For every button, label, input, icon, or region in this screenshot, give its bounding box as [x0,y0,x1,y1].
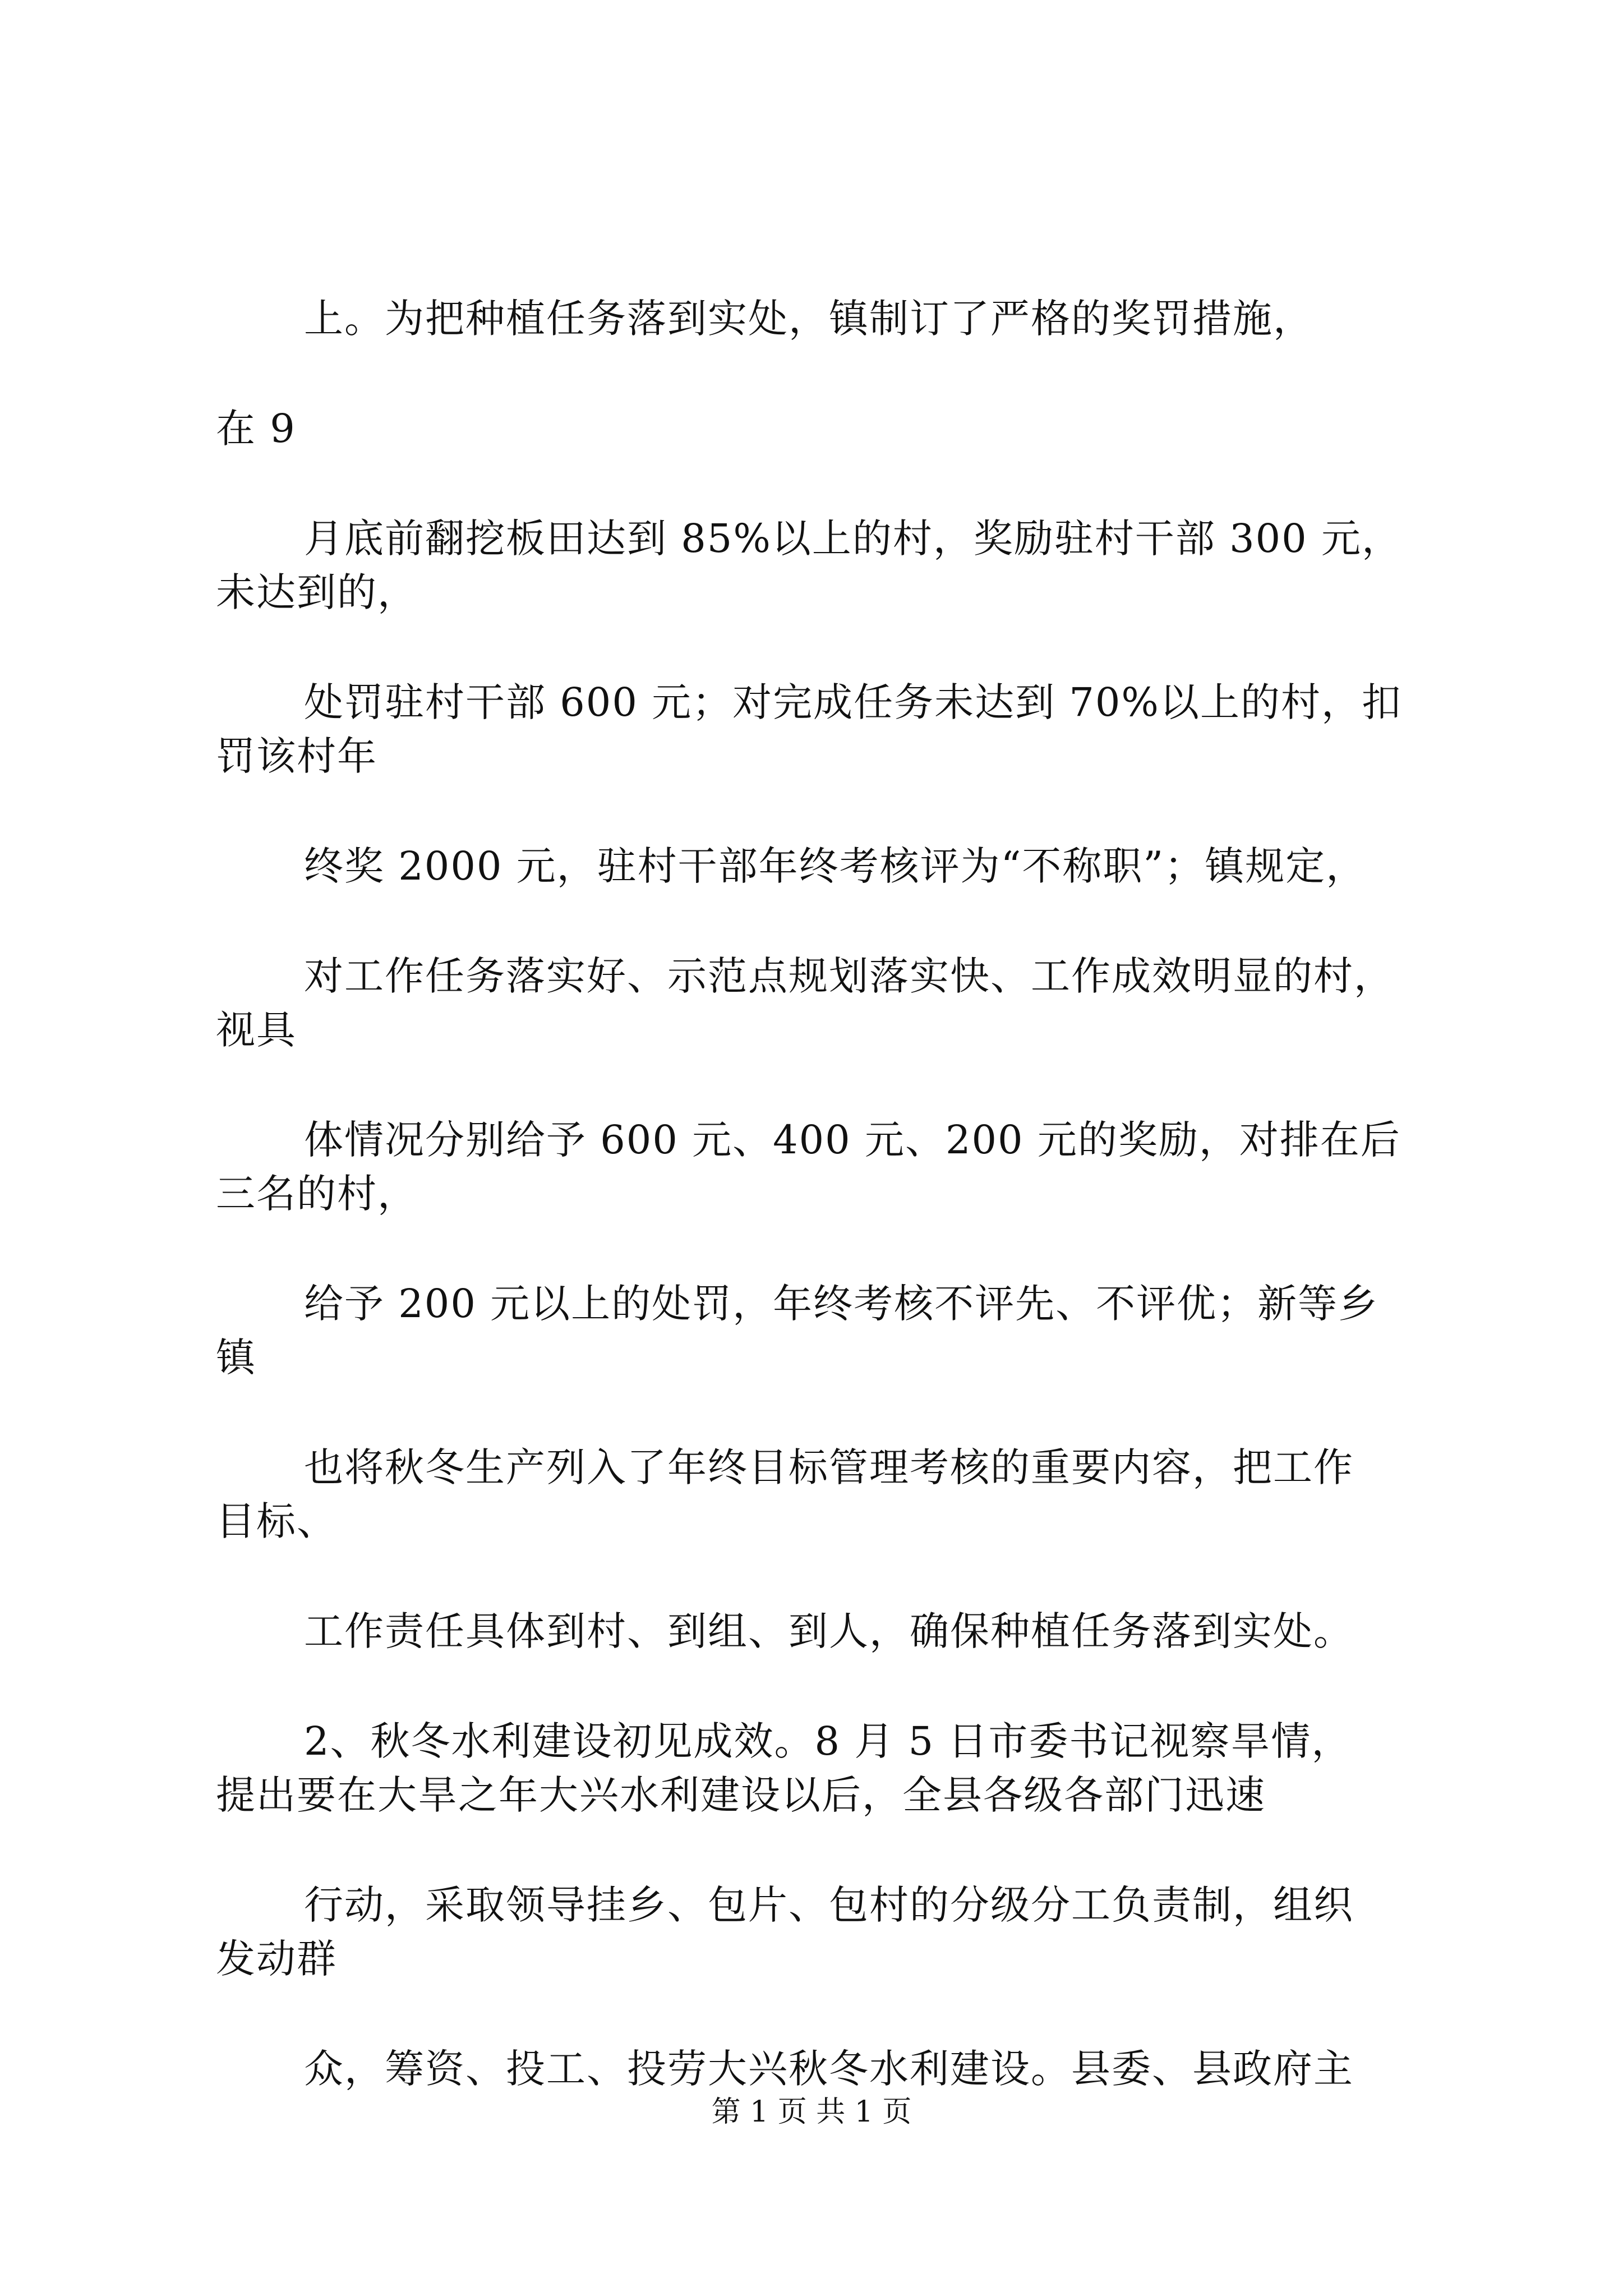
text-line: 众，筹资、投工、投劳大兴秋冬水利建设。县委、县政府主 [304,2046,1354,2092]
text-line: 处罚驻村干部 600 元；对完成任务未达到 70%以上的村，扣 [304,679,1402,725]
text-line: 提出要在大旱之年大兴水利建设以后，全县各级各部门迅速 [216,1772,1266,1818]
document-body [216,292,1450,2096]
text-line: 工作责任具体到村、到组、到人，确保种植任务落到实处。 [304,1608,1354,1654]
text-line: 三名的村， [216,1171,418,1217]
text-line: 月底前翻挖板田达到 85%以上的村，奖励驻村干部 300 元， [304,516,1402,562]
text-line: 2、秋冬水利建设初见成效。8 月 5 日市委书记视察旱情， [304,1718,1352,1764]
text-line: 罚该村年 [216,733,377,779]
text-line: 对工作任务落实好、示范点规划落实快、工作成效明显的村， [304,953,1394,999]
text-line: 终奖 2000 元，驻村干部年终考核评为“不称职”；镇规定， [304,843,1367,889]
text-line: 也将秋冬生产列入了年终目标管理考核的重要内容，把工作 [304,1444,1354,1490]
text-line: 体情况分别给予 600 元、400 元、200 元的奖励，对排在后 [304,1117,1401,1163]
text-line: 目标、 [216,1498,337,1544]
text-line: 未达到的， [216,569,418,615]
text-line: 视具 [216,1007,297,1053]
text-line: 上。为把种植任务落到实处，镇制订了严格的奖罚措施， [304,296,1313,342]
text-line: 发动群 [216,1936,337,1982]
text-line: 在 9 [216,406,296,452]
page-footer: 第 1 页 共 1 页 [711,2095,912,2129]
text-line: 行动，采取领导挂乡、包片、包村的分级分工负责制，组织 [304,1882,1354,1928]
text-line: 镇 [216,1335,256,1381]
text-line: 给予 200 元以上的处罚，年终考核不评先、不评优；新等乡 [304,1281,1379,1327]
